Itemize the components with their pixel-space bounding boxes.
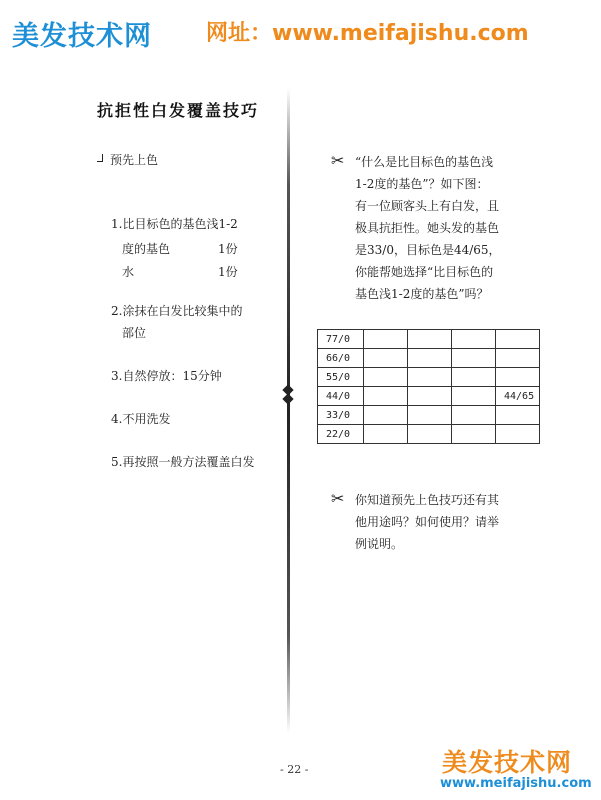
top-banner bbox=[0, 0, 601, 52]
table-cell bbox=[496, 406, 540, 425]
footer-url[interactable]: www.meifajishu.com bbox=[440, 776, 592, 791]
table-row bbox=[318, 368, 540, 387]
table-row bbox=[318, 330, 540, 349]
table-cell: 22/0 bbox=[318, 425, 364, 444]
site-name: 美发技术网 bbox=[12, 21, 152, 52]
question-1-line: 基色浅1-2度的基色”吗？ bbox=[355, 287, 489, 301]
table-cell bbox=[364, 387, 408, 406]
table-cell: 44/65 bbox=[496, 387, 540, 406]
diamond-icon bbox=[282, 386, 294, 404]
table-cell: 66/0 bbox=[318, 349, 364, 368]
step-1: 1.比目标色的基色浅1-2 bbox=[111, 217, 238, 231]
table-cell bbox=[496, 349, 540, 368]
table-cell bbox=[452, 406, 496, 425]
table-cell bbox=[496, 330, 540, 349]
color-level-table bbox=[317, 329, 540, 444]
table-cell bbox=[364, 406, 408, 425]
table-cell bbox=[408, 425, 452, 444]
step-5: 5.再按照一般方法覆盖白发 bbox=[111, 455, 255, 469]
question-1-line: “什么是比目标色的基色浅 bbox=[355, 155, 494, 169]
table-cell bbox=[452, 425, 496, 444]
question-1-line: 有一位顾客头上有白发，且 bbox=[355, 199, 500, 213]
question-2 bbox=[355, 489, 499, 555]
table-cell bbox=[452, 330, 496, 349]
corner-mark-icon bbox=[97, 154, 103, 162]
table-cell: 55/0 bbox=[318, 368, 364, 387]
table-cell bbox=[408, 330, 452, 349]
scissors-icon: ✂ bbox=[331, 151, 345, 170]
table-row bbox=[318, 406, 540, 425]
table-cell bbox=[364, 368, 408, 387]
table-cell bbox=[364, 349, 408, 368]
question-1-line: 你能帮她选择“比目标色的 bbox=[355, 265, 494, 279]
table-cell: 77/0 bbox=[318, 330, 364, 349]
table-cell bbox=[452, 387, 496, 406]
table-row bbox=[318, 387, 540, 406]
section-heading bbox=[97, 151, 158, 168]
page-number: - 22 - bbox=[280, 763, 309, 776]
question-1-line: 1-2度的基色”？如下图： bbox=[355, 177, 489, 191]
table-cell bbox=[452, 368, 496, 387]
column-divider bbox=[287, 88, 290, 733]
scissors-icon: ✂ bbox=[331, 489, 345, 508]
ingredient-amount: 1份 bbox=[218, 242, 238, 256]
page-title: 抗拒性白发覆盖技巧 bbox=[97, 101, 260, 120]
table-cell bbox=[364, 425, 408, 444]
ingredient-name: 水 bbox=[122, 265, 135, 279]
table-cell bbox=[496, 425, 540, 444]
step-2-cont: 部位 bbox=[122, 326, 147, 340]
section-label: 预先上色 bbox=[110, 153, 159, 167]
question-2-line: 你知道预先上色技巧还有其 bbox=[355, 493, 500, 507]
table-cell bbox=[364, 330, 408, 349]
step-2: 2.涂抹在白发比较集中的 bbox=[111, 304, 243, 318]
question-1-line: 是33/0，目标色是44/65， bbox=[355, 243, 501, 257]
question-1-line: 极具抗拒性。她头发的基色 bbox=[355, 221, 500, 235]
step-4: 4.不用洗发 bbox=[111, 412, 171, 426]
table-cell bbox=[408, 368, 452, 387]
table-cell bbox=[408, 349, 452, 368]
table-cell bbox=[408, 406, 452, 425]
table-cell: 44/0 bbox=[318, 387, 364, 406]
table-cell bbox=[496, 368, 540, 387]
table-cell bbox=[408, 387, 452, 406]
footer-logo: 美发技术网 bbox=[442, 748, 573, 777]
ingredient-name: 度的基色 bbox=[122, 242, 171, 256]
question-2-line: 他用途吗？如何使用？请举 bbox=[355, 515, 500, 529]
table-cell bbox=[452, 349, 496, 368]
question-1 bbox=[355, 151, 501, 305]
site-url[interactable]: 网址：www.meifajishu.com bbox=[206, 21, 529, 46]
table-row bbox=[318, 425, 540, 444]
table-row bbox=[318, 349, 540, 368]
table-cell: 33/0 bbox=[318, 406, 364, 425]
step-3: 3.自然停放：15分钟 bbox=[111, 369, 222, 383]
question-2-line: 例说明。 bbox=[355, 537, 404, 551]
ingredient-amount: 1份 bbox=[218, 265, 238, 279]
